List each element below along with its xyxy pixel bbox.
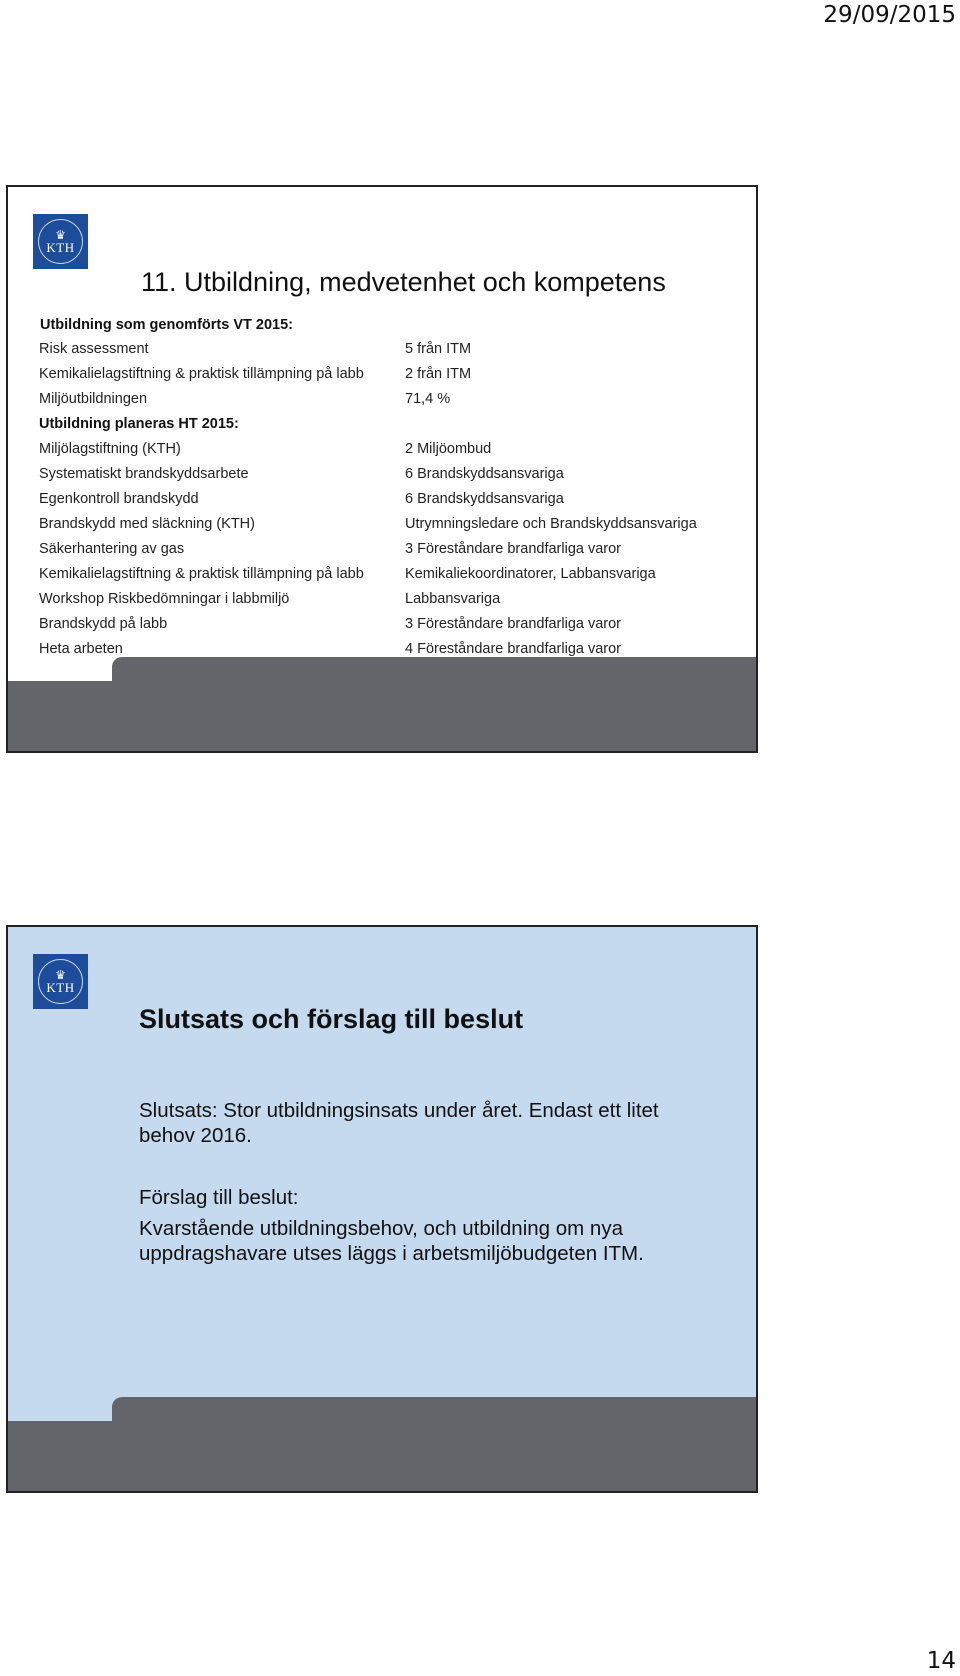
row-value: 3 Föreståndare brandfarliga varor xyxy=(405,616,622,632)
slide-conclusion xyxy=(6,925,758,1493)
slide-title: 11. Utbildning, medvetenhet och kompetens xyxy=(141,267,666,297)
logo-text: KTH xyxy=(46,239,75,255)
row-value: Utrymningsledare och Brandskyddsansvariga xyxy=(405,516,697,532)
row-label: Egenkontroll brandskydd xyxy=(39,491,199,507)
proposal-heading: Förslag till beslut: xyxy=(139,1186,299,1209)
logo-ring xyxy=(38,219,83,264)
page-number: 14 xyxy=(926,1648,956,1674)
slide-footer-band xyxy=(8,681,756,751)
section-heading-ht: Utbildning planeras HT 2015: xyxy=(39,416,239,432)
logo-text: KTH xyxy=(46,979,75,995)
row-value: 71,4 % xyxy=(405,391,451,407)
row-value: 4 Föreståndare brandfarliga varor xyxy=(405,641,622,657)
slide-title: Slutsats och förslag till beslut xyxy=(139,1004,524,1034)
crown-icon: ♛ xyxy=(55,227,66,242)
conclusion-text: Slutsats: Stor utbildningsinsats under året. Endast ett litet behov 2016. xyxy=(139,1099,659,1147)
row-label: Brandskydd på labb xyxy=(39,616,168,632)
row-label: Kemikalielagstiftning & praktisk tillämpning på labb xyxy=(39,566,364,582)
row-label: Säkerhantering av gas xyxy=(39,541,185,557)
section-heading-vt: Utbildning som genomförts VT 2015: xyxy=(40,317,293,333)
row-label: Workshop Riskbedömningar i labbmiljö xyxy=(39,591,290,607)
page-date: 29/09/2015 xyxy=(823,2,956,28)
slide-footer-band xyxy=(8,1421,756,1491)
row-value: 5 från ITM xyxy=(405,341,472,357)
proposal-text: Kvarstående utbildningsbehov, och utbildning om nya uppdragshavare utses läggs i arbetsmiljöbudgeten ITM. xyxy=(139,1217,644,1265)
row-label: Kemikalielagstiftning & praktisk tillämpning på labb xyxy=(39,366,364,382)
row-label: Heta arbeten xyxy=(39,641,123,657)
logo-ring xyxy=(38,959,83,1004)
row-value: 3 Föreståndare brandfarliga varor xyxy=(405,541,622,557)
row-label: Miljölagstiftning (KTH) xyxy=(39,441,181,457)
row-value: Labbansvariga xyxy=(405,591,501,607)
row-label: Miljöutbildningen xyxy=(39,391,148,407)
row-label: Brandskydd med släckning (KTH) xyxy=(39,516,255,532)
kth-logo xyxy=(33,214,88,269)
row-value: Kemikaliekoordinatorer, Labbansvariga xyxy=(405,566,656,582)
slide-training xyxy=(6,185,758,753)
row-value: 6 Brandskyddsansvariga xyxy=(405,466,564,482)
kth-logo xyxy=(33,954,88,1009)
row-label: Systematiskt brandskyddsarbete xyxy=(39,466,249,482)
row-value: 2 Miljöombud xyxy=(405,441,492,457)
slide-footer-tab xyxy=(112,657,756,681)
row-value: 2 från ITM xyxy=(405,366,472,382)
slide-footer-tab xyxy=(112,1397,756,1421)
row-label: Risk assessment xyxy=(39,341,149,357)
row-value: 6 Brandskyddsansvariga xyxy=(405,491,564,507)
crown-icon: ♛ xyxy=(55,967,66,982)
